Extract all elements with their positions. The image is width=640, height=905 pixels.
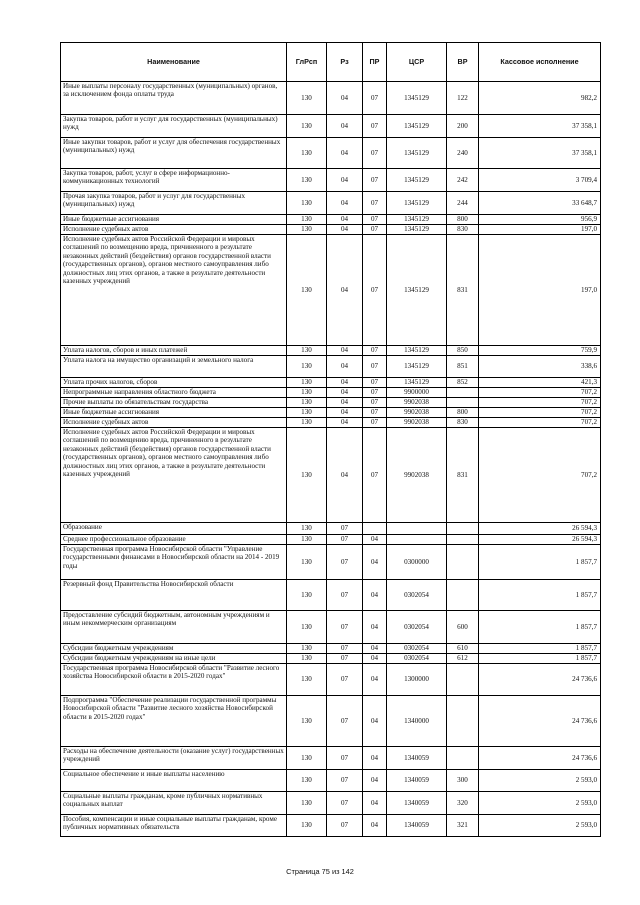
- cell-amount: 956,9: [479, 215, 601, 225]
- cell-gl: 130: [287, 654, 327, 664]
- cell-vr: [447, 398, 479, 408]
- cell-vr: 300: [447, 770, 479, 792]
- table-row: [61, 523, 601, 535]
- cell-amount: 1 857,7: [479, 580, 601, 611]
- cell-rz: 07: [327, 815, 363, 837]
- cell-rz: 04: [327, 408, 363, 418]
- cell-gl: 130: [287, 545, 327, 580]
- cell-csr: 1340000: [387, 696, 447, 747]
- table-row: [61, 545, 601, 580]
- table-row: [61, 82, 601, 115]
- cell-rz: 07: [327, 770, 363, 792]
- cell-rz: 04: [327, 388, 363, 398]
- cell-vr: 240: [447, 138, 479, 169]
- cell-name: Иные выплаты персоналу государственных (муниципальных) органов, за исключением фонда оплаты труда: [61, 82, 287, 115]
- cell-vr: 800: [447, 408, 479, 418]
- cell-name: Образование: [61, 523, 287, 535]
- cell-pr: 07: [363, 115, 387, 138]
- table-row: [61, 215, 601, 225]
- table-row: [61, 346, 601, 356]
- cell-rz: 04: [327, 378, 363, 388]
- table-row: [61, 747, 601, 770]
- table-row: [61, 235, 601, 346]
- header-rz: Рз: [327, 43, 363, 82]
- cell-name: Социальное обеспечение и иные выплаты населению: [61, 770, 287, 792]
- cell-gl: 130: [287, 192, 327, 215]
- cell-vr: 850: [447, 346, 479, 356]
- cell-vr: 242: [447, 169, 479, 192]
- table-row: [61, 644, 601, 654]
- cell-rz: 07: [327, 545, 363, 580]
- cell-gl: 130: [287, 115, 327, 138]
- header-cash-execution: Кассовое исполнение: [479, 43, 601, 82]
- page-number: Страница 75 из 142: [286, 867, 354, 876]
- table-row: [61, 696, 601, 747]
- cell-name: Субсидии бюджетным учреждениям на иные цели: [61, 654, 287, 664]
- table-row: [61, 611, 601, 644]
- cell-amount: 197,0: [479, 235, 601, 346]
- cell-gl: 130: [287, 770, 327, 792]
- cell-pr: 04: [363, 580, 387, 611]
- cell-pr: 07: [363, 346, 387, 356]
- cell-gl: 130: [287, 215, 327, 225]
- cell-csr: 1340059: [387, 747, 447, 770]
- table-row: [61, 378, 601, 388]
- cell-vr: 122: [447, 82, 479, 115]
- cell-pr: 07: [363, 428, 387, 523]
- cell-name: Уплата прочих налогов, сборов: [61, 378, 287, 388]
- cell-pr: 07: [363, 408, 387, 418]
- cell-amount: 1 857,7: [479, 644, 601, 654]
- cell-gl: 130: [287, 428, 327, 523]
- cell-rz: 04: [327, 235, 363, 346]
- cell-name: Подпрограмма "Обеспечение реализации государственной программы Новосибирской области "Развитие лесного хозяйства Новосибирской области в 2015-2020 годах": [61, 696, 287, 747]
- cell-rz: 04: [327, 192, 363, 215]
- cell-pr: 07: [363, 225, 387, 235]
- cell-rz: 04: [327, 138, 363, 169]
- table-row: [61, 138, 601, 169]
- cell-pr: 04: [363, 747, 387, 770]
- cell-rz: 04: [327, 82, 363, 115]
- cell-rz: 07: [327, 747, 363, 770]
- cell-vr: [447, 535, 479, 545]
- cell-amount: 707,2: [479, 418, 601, 428]
- cell-amount: 421,3: [479, 378, 601, 388]
- cell-vr: 610: [447, 644, 479, 654]
- cell-name: Пособия, компенсации и иные социальные выплаты гражданам, кроме публичных нормативных обязательств: [61, 815, 287, 837]
- cell-rz: 07: [327, 654, 363, 664]
- budget-execution-table: [60, 42, 601, 837]
- header-vr: ВР: [447, 43, 479, 82]
- cell-csr: 0302054: [387, 654, 447, 664]
- cell-pr: 04: [363, 815, 387, 837]
- cell-amount: 26 594,3: [479, 535, 601, 545]
- cell-gl: 130: [287, 611, 327, 644]
- table-row: [61, 356, 601, 378]
- cell-csr: 1345129: [387, 82, 447, 115]
- header-pr: ПР: [363, 43, 387, 82]
- cell-gl: 130: [287, 747, 327, 770]
- cell-csr: 0300000: [387, 545, 447, 580]
- cell-rz: 07: [327, 664, 363, 696]
- cell-rz: 07: [327, 523, 363, 535]
- cell-gl: 130: [287, 418, 327, 428]
- cell-pr: 04: [363, 664, 387, 696]
- cell-gl: 130: [287, 523, 327, 535]
- cell-gl: 130: [287, 398, 327, 408]
- cell-csr: [387, 535, 447, 545]
- cell-csr: 1300000: [387, 664, 447, 696]
- cell-vr: [447, 696, 479, 747]
- cell-vr: 852: [447, 378, 479, 388]
- cell-vr: 320: [447, 792, 479, 815]
- cell-pr: 07: [363, 82, 387, 115]
- cell-gl: 130: [287, 388, 327, 398]
- cell-name: Иные закупки товаров, работ и услуг для обеспечения государственных (муниципальных) нужд: [61, 138, 287, 169]
- cell-name: Государственная программа Новосибирской области "Управление государственными финансами в Новосибирской области на 2014 - 2019 годы: [61, 545, 287, 580]
- cell-pr: 04: [363, 545, 387, 580]
- cell-name: Уплата налогов, сборов и иных платежей: [61, 346, 287, 356]
- cell-vr: 831: [447, 428, 479, 523]
- cell-csr: 1345129: [387, 138, 447, 169]
- table-row: [61, 428, 601, 523]
- cell-pr: 07: [363, 192, 387, 215]
- cell-rz: 04: [327, 398, 363, 408]
- cell-csr: 9902038: [387, 428, 447, 523]
- cell-amount: 707,2: [479, 408, 601, 418]
- cell-amount: 24 736,6: [479, 664, 601, 696]
- cell-vr: 800: [447, 215, 479, 225]
- table-row: [61, 398, 601, 408]
- cell-name: Исполнение судебных актов: [61, 418, 287, 428]
- header-name: Наименование: [61, 43, 287, 82]
- cell-name: Расходы на обеспечение деятельности (оказание услуг) государственных учреждений: [61, 747, 287, 770]
- cell-rz: 04: [327, 428, 363, 523]
- table-row: [61, 815, 601, 837]
- cell-csr: 1345129: [387, 225, 447, 235]
- table-row: [61, 388, 601, 398]
- cell-csr: 1345129: [387, 356, 447, 378]
- cell-rz: 07: [327, 611, 363, 644]
- table-body: [61, 82, 601, 837]
- header-csr: ЦСР: [387, 43, 447, 82]
- cell-rz: 07: [327, 644, 363, 654]
- cell-name: Прочая закупка товаров, работ и услуг для государственных (муниципальных) нужд: [61, 192, 287, 215]
- cell-gl: 130: [287, 169, 327, 192]
- cell-pr: 04: [363, 792, 387, 815]
- cell-amount: 37 358,1: [479, 138, 601, 169]
- cell-gl: 130: [287, 82, 327, 115]
- cell-pr: [363, 523, 387, 535]
- cell-gl: 130: [287, 644, 327, 654]
- cell-csr: 1345129: [387, 235, 447, 346]
- cell-amount: 1 857,7: [479, 545, 601, 580]
- cell-gl: 130: [287, 225, 327, 235]
- cell-pr: 07: [363, 418, 387, 428]
- cell-vr: [447, 747, 479, 770]
- cell-amount: 33 648,7: [479, 192, 601, 215]
- header-glrsp: ГлРсп: [287, 43, 327, 82]
- cell-name: Резервный фонд Правительства Новосибирской области: [61, 580, 287, 611]
- cell-rz: 04: [327, 225, 363, 235]
- cell-pr: 04: [363, 696, 387, 747]
- cell-name: Предоставление субсидий бюджетным, автономным учреждениям и иным некоммерческим организациям: [61, 611, 287, 644]
- cell-pr: 07: [363, 378, 387, 388]
- cell-vr: [447, 523, 479, 535]
- cell-gl: 130: [287, 580, 327, 611]
- cell-pr: 04: [363, 654, 387, 664]
- cell-vr: [447, 580, 479, 611]
- table-header-row: [61, 43, 601, 82]
- table-row: [61, 225, 601, 235]
- cell-amount: 37 358,1: [479, 115, 601, 138]
- cell-name: Субсидии бюджетным учреждениям: [61, 644, 287, 654]
- table-row: [61, 654, 601, 664]
- table-row: [61, 192, 601, 215]
- cell-rz: 07: [327, 696, 363, 747]
- cell-amount: 197,0: [479, 225, 601, 235]
- cell-name: Иные бюджетные ассигнования: [61, 215, 287, 225]
- cell-vr: [447, 664, 479, 696]
- cell-amount: 24 736,6: [479, 747, 601, 770]
- cell-amount: 707,2: [479, 428, 601, 523]
- cell-csr: 1345129: [387, 192, 447, 215]
- cell-pr: 04: [363, 535, 387, 545]
- cell-rz: 07: [327, 535, 363, 545]
- cell-csr: 1345129: [387, 215, 447, 225]
- cell-pr: 07: [363, 169, 387, 192]
- cell-gl: 130: [287, 535, 327, 545]
- cell-gl: 130: [287, 378, 327, 388]
- cell-vr: [447, 388, 479, 398]
- cell-amount: 707,2: [479, 388, 601, 398]
- cell-csr: 1345129: [387, 346, 447, 356]
- cell-csr: 1340059: [387, 770, 447, 792]
- cell-amount: 707,2: [479, 398, 601, 408]
- cell-pr: 07: [363, 235, 387, 346]
- cell-pr: 07: [363, 215, 387, 225]
- cell-rz: 04: [327, 115, 363, 138]
- cell-gl: 130: [287, 356, 327, 378]
- table-row: [61, 580, 601, 611]
- cell-gl: 130: [287, 815, 327, 837]
- cell-vr: 600: [447, 611, 479, 644]
- cell-pr: 07: [363, 388, 387, 398]
- cell-name: Прочие выплаты по обязательствам государства: [61, 398, 287, 408]
- cell-name: Исполнение судебных актов: [61, 225, 287, 235]
- table-row: [61, 535, 601, 545]
- table-row: [61, 664, 601, 696]
- cell-vr: 200: [447, 115, 479, 138]
- cell-pr: 04: [363, 611, 387, 644]
- cell-vr: 244: [447, 192, 479, 215]
- cell-amount: 26 594,3: [479, 523, 601, 535]
- cell-name: Среднее профессиональное образование: [61, 535, 287, 545]
- cell-rz: 04: [327, 215, 363, 225]
- cell-pr: 07: [363, 356, 387, 378]
- cell-pr: 04: [363, 644, 387, 654]
- table-row: [61, 770, 601, 792]
- cell-gl: 130: [287, 696, 327, 747]
- cell-pr: 04: [363, 770, 387, 792]
- cell-rz: 04: [327, 418, 363, 428]
- cell-csr: 9902038: [387, 418, 447, 428]
- cell-amount: 1 857,7: [479, 654, 601, 664]
- cell-csr: 9902038: [387, 408, 447, 418]
- cell-name: Уплата налога на имущество организаций и земельного налога: [61, 356, 287, 378]
- cell-amount: 2 593,0: [479, 770, 601, 792]
- cell-csr: 0302054: [387, 580, 447, 611]
- cell-name: Закупка товаров, работ, услуг в сфере информационно-коммуникационных технологий: [61, 169, 287, 192]
- cell-csr: 1345129: [387, 378, 447, 388]
- cell-rz: 07: [327, 792, 363, 815]
- cell-csr: 0302054: [387, 611, 447, 644]
- table-row: [61, 169, 601, 192]
- cell-csr: 0302054: [387, 644, 447, 654]
- cell-amount: 24 736,6: [479, 696, 601, 747]
- cell-gl: 130: [287, 138, 327, 169]
- cell-amount: 3 709,4: [479, 169, 601, 192]
- cell-csr: [387, 523, 447, 535]
- cell-vr: 831: [447, 235, 479, 346]
- cell-vr: 851: [447, 356, 479, 378]
- cell-gl: 130: [287, 346, 327, 356]
- cell-name: Непрограммные направления областного бюджета: [61, 388, 287, 398]
- cell-gl: 130: [287, 792, 327, 815]
- cell-amount: 2 593,0: [479, 792, 601, 815]
- cell-csr: 1340059: [387, 815, 447, 837]
- cell-amount: 2 593,0: [479, 815, 601, 837]
- cell-vr: 321: [447, 815, 479, 837]
- cell-amount: 982,2: [479, 82, 601, 115]
- cell-amount: 1 857,7: [479, 611, 601, 644]
- table-row: [61, 408, 601, 418]
- cell-name: Иные бюджетные ассигнования: [61, 408, 287, 418]
- cell-amount: 759,9: [479, 346, 601, 356]
- cell-name: Социальные выплаты гражданам, кроме публичных нормативных социальных выплат: [61, 792, 287, 815]
- cell-pr: 07: [363, 398, 387, 408]
- cell-rz: 04: [327, 356, 363, 378]
- table-row: [61, 115, 601, 138]
- cell-name: Исполнение судебных актов Российской Федерации и мировых соглашений по возмещению вреда, причиненного в результате незаконных действий (бездействия) органов государственной власти (государственных органов), органов местного самоуправления либо должностных лиц этих органов, а также в результате деятельности казенных учреждений: [61, 235, 287, 346]
- cell-name: Закупка товаров, работ и услуг для государственных (муниципальных) нужд: [61, 115, 287, 138]
- table-row: [61, 418, 601, 428]
- cell-vr: [447, 545, 479, 580]
- cell-gl: 130: [287, 235, 327, 346]
- cell-gl: 130: [287, 408, 327, 418]
- cell-name: Исполнение судебных актов Российской Федерации и мировых соглашений по возмещению вреда, причиненного в результате незаконных действий (бездействия) органов государственной власти (государственных органов), органов местного самоуправления либо должностных лиц этих органов, а также в результате деятельности казенных учреждений: [61, 428, 287, 523]
- cell-rz: 04: [327, 169, 363, 192]
- cell-csr: 1345129: [387, 115, 447, 138]
- cell-vr: 830: [447, 418, 479, 428]
- cell-rz: 04: [327, 346, 363, 356]
- cell-gl: 130: [287, 664, 327, 696]
- cell-csr: 9902038: [387, 398, 447, 408]
- cell-csr: 1345129: [387, 169, 447, 192]
- cell-name: Государственная программа Новосибирской области "Развитие лесного хозяйства Новосибирской области в 2015-2020 годах": [61, 664, 287, 696]
- cell-vr: 830: [447, 225, 479, 235]
- cell-rz: 07: [327, 580, 363, 611]
- cell-csr: 9900000: [387, 388, 447, 398]
- cell-vr: 612: [447, 654, 479, 664]
- cell-csr: 1340059: [387, 792, 447, 815]
- table-row: [61, 792, 601, 815]
- cell-amount: 338,6: [479, 356, 601, 378]
- cell-pr: 07: [363, 138, 387, 169]
